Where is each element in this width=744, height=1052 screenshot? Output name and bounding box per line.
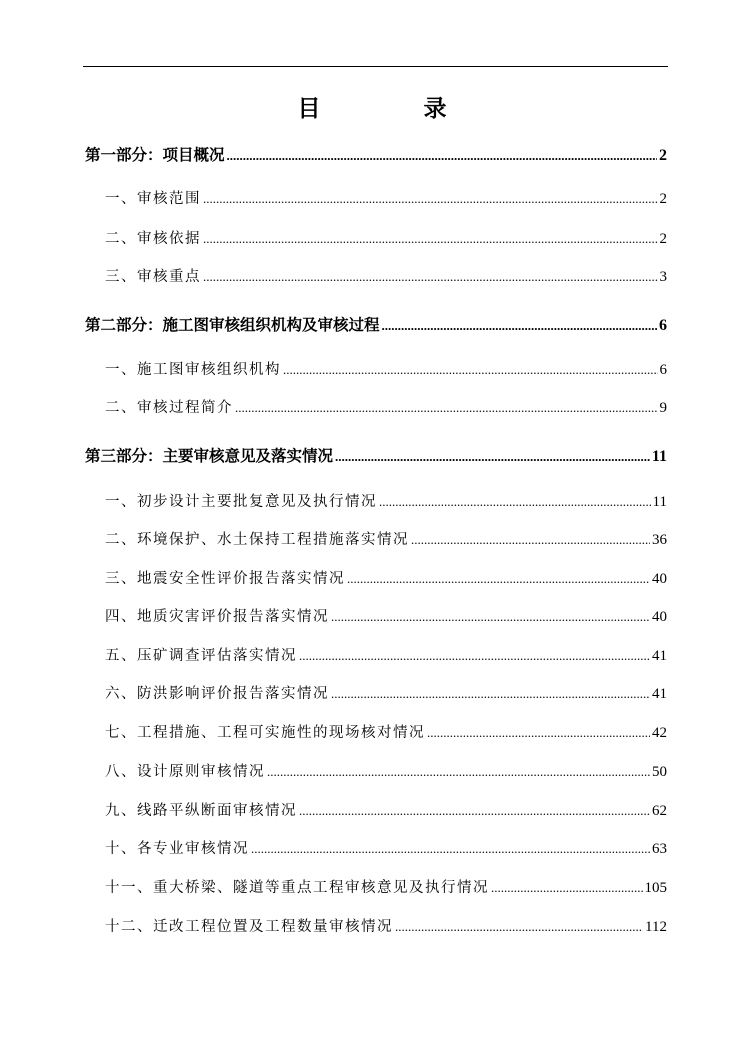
toc-entry-page: 2 bbox=[659, 231, 667, 247]
dot-leader bbox=[427, 725, 650, 742]
toc-entry[interactable] bbox=[105, 876, 667, 897]
dot-leader bbox=[395, 919, 643, 936]
toc-entry-label: 一、审核范围 bbox=[105, 191, 201, 207]
toc-entry-label: 九、线路平纵断面审核情况 bbox=[105, 803, 297, 819]
dot-leader bbox=[235, 400, 658, 417]
toc-entry-page: 2 bbox=[659, 191, 667, 207]
toc-entry-label: 第二部分：施工图审核组织机构及审核过程 bbox=[85, 316, 380, 334]
toc-entry-page: 112 bbox=[645, 919, 667, 935]
dot-leader bbox=[251, 841, 650, 858]
toc-entry-part-3[interactable] bbox=[85, 444, 667, 466]
toc-entry-page: 41 bbox=[652, 686, 667, 702]
dot-leader bbox=[299, 648, 650, 665]
toc-entry-label: 四、地质灾害评价报告落实情况 bbox=[105, 609, 329, 625]
toc-entry-page: 36 bbox=[652, 532, 667, 548]
toc-entry-label: 十一、重大桥梁、隧道等重点工程审核意见及执行情况 bbox=[105, 880, 489, 896]
dot-leader bbox=[382, 317, 657, 335]
toc-entry-part-1[interactable] bbox=[85, 143, 667, 165]
toc-entry-label: 十、各专业审核情况 bbox=[105, 841, 249, 857]
toc-entry-page: 2 bbox=[659, 147, 667, 164]
dot-leader bbox=[347, 571, 650, 588]
dot-leader bbox=[331, 609, 650, 626]
toc-entry[interactable] bbox=[105, 265, 667, 286]
page-title: 目 录 bbox=[297, 96, 487, 122]
dot-leader bbox=[283, 362, 658, 379]
toc-entry-label: 第三部分：主要审核意见及落实情况 bbox=[85, 447, 334, 465]
toc-entry[interactable] bbox=[105, 605, 667, 626]
toc-entry[interactable] bbox=[105, 358, 667, 379]
toc-entry[interactable] bbox=[105, 528, 667, 549]
header-rule bbox=[83, 66, 668, 67]
toc-entry[interactable] bbox=[105, 644, 667, 665]
toc-entry-label: 二、审核依据 bbox=[105, 231, 201, 247]
toc-entry-label: 第一部分：项目概况 bbox=[85, 146, 225, 164]
toc-entry[interactable] bbox=[105, 915, 667, 936]
dot-leader bbox=[335, 448, 650, 466]
toc-entry[interactable] bbox=[105, 396, 667, 417]
toc-entry-part-2[interactable] bbox=[85, 313, 667, 335]
toc-entry-label: 七、工程措施、工程可实施性的现场核对情况 bbox=[105, 725, 425, 741]
toc-entry[interactable] bbox=[105, 682, 667, 703]
toc-entry-page: 11 bbox=[651, 448, 667, 465]
dot-leader bbox=[227, 147, 657, 165]
dot-leader bbox=[267, 764, 650, 781]
toc-entry[interactable] bbox=[105, 490, 667, 511]
toc-entry-page: 40 bbox=[652, 571, 667, 587]
dot-leader bbox=[411, 532, 650, 549]
dot-leader bbox=[203, 269, 658, 286]
toc-entry[interactable] bbox=[105, 837, 667, 858]
toc-entry-page: 62 bbox=[652, 803, 667, 819]
dot-leader bbox=[299, 803, 650, 820]
dot-leader bbox=[331, 686, 650, 703]
toc-entry-label: 一、施工图审核组织机构 bbox=[105, 362, 281, 378]
toc-entry-page: 50 bbox=[652, 764, 667, 780]
toc-entry-label: 二、审核过程简介 bbox=[105, 400, 233, 416]
toc-entry-page: 40 bbox=[652, 609, 667, 625]
toc-entry-page: 42 bbox=[652, 725, 667, 741]
dot-leader bbox=[203, 231, 658, 248]
toc-entry-page: 6 bbox=[659, 317, 667, 334]
toc-entry[interactable] bbox=[105, 760, 667, 781]
toc-entry-label: 五、压矿调查评估落实情况 bbox=[105, 648, 297, 664]
toc-entry-page: 41 bbox=[652, 648, 667, 664]
dot-leader bbox=[379, 494, 651, 511]
dot-leader bbox=[203, 191, 658, 208]
toc-entry[interactable] bbox=[105, 567, 667, 588]
toc-entry[interactable] bbox=[105, 799, 667, 820]
dot-leader bbox=[491, 880, 643, 897]
toc-entry-label: 十二、迁改工程位置及工程数量审核情况 bbox=[105, 919, 393, 935]
toc-entry-page: 63 bbox=[652, 841, 667, 857]
toc-entry-label: 六、防洪影响评价报告落实情况 bbox=[105, 686, 329, 702]
toc-entry[interactable] bbox=[105, 721, 667, 742]
toc-entry-page: 105 bbox=[644, 880, 667, 896]
toc-entry-label: 八、设计原则审核情况 bbox=[105, 764, 265, 780]
toc-entry[interactable] bbox=[105, 187, 667, 208]
toc-entry-page: 9 bbox=[659, 400, 667, 416]
toc-entry-label: 二、环境保护、水土保持工程措施落实情况 bbox=[105, 532, 409, 548]
toc-entry-label: 三、审核重点 bbox=[105, 269, 201, 285]
toc-entry-label: 一、初步设计主要批复意见及执行情况 bbox=[105, 494, 377, 510]
toc-entry-page: 3 bbox=[659, 269, 667, 285]
toc-entry-page: 11 bbox=[652, 494, 667, 510]
toc-entry-page: 6 bbox=[659, 362, 667, 378]
toc-entry-label: 三、地震安全性评价报告落实情况 bbox=[105, 571, 345, 587]
toc-entry[interactable] bbox=[105, 227, 667, 248]
